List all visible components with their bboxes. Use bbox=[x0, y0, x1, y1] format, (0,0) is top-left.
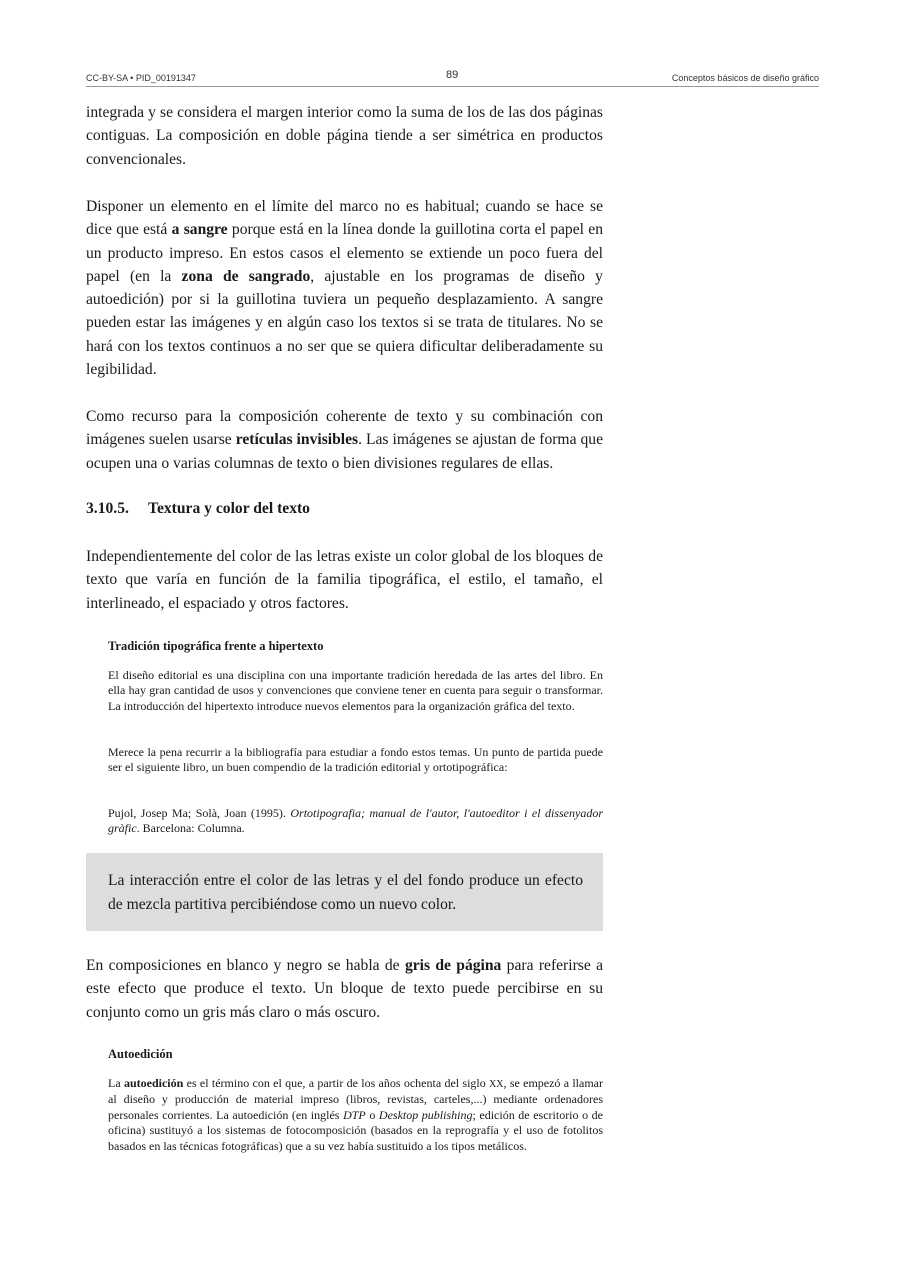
paragraph-text: integrada y se considera el margen interior como la suma de los de las dos páginas contiguas. La composición en doble página tiende a ser simétrica en productos convencionales. bbox=[86, 104, 603, 168]
bold-term: a sangre bbox=[171, 221, 228, 239]
italic-term: DTP bbox=[343, 1107, 366, 1122]
paragraph-text: Disponer un elemento en el límite del marco no es habitual; cuando se hace se dice que está bbox=[86, 198, 603, 239]
italic-term: Desktop publishing bbox=[378, 1107, 473, 1122]
note-fragment: ; edición de escritorio o de oficina) sustituyó a los sistemas de fotocomposición (basados en la reprografía y el uso de fotolitos basados en las técnicas fotográficas) que a su vez había sustituido a los tipos metálicos. bbox=[108, 1107, 604, 1153]
paragraph-text: porque está en la línea donde la guillotina corta el papel en un producto impreso. En estos casos el elemento se extiende un poco fuera del papel (en la bbox=[86, 221, 603, 285]
bold-term: gris de página bbox=[404, 957, 502, 974]
note-fragment: , se empezó a llamar al diseño y producción de material impreso (libros, revistas, carteles,...) mediante ordenadores personales corrientes. La autoedición (en inglés bbox=[108, 1076, 604, 1122]
highlight-text: La interacción entre el color de las letras y el del fondo produce un efecto de mezcla partitiva percibiéndose como un nuevo color. bbox=[108, 872, 583, 913]
document-title: Conceptos básicos de diseño gráfico bbox=[671, 73, 819, 83]
section-title: Textura y color del texto bbox=[148, 500, 310, 517]
paragraph-text: . Las imágenes se ajustan de forma que ocupen una o varias columnas de texto o bien divisiones regulares de ellas. bbox=[86, 431, 603, 472]
bold-term: zona de sangrado bbox=[181, 267, 311, 285]
running-header bbox=[86, 68, 819, 87]
paragraph-text-color bbox=[86, 545, 603, 615]
bold-term: retículas invisibles bbox=[235, 431, 359, 449]
note-text: Merece la pena recurrir a la bibliografía para estudiar a fondo estos temas. Un punto de partida puede ser el siguiente libro, un buen compendio de la tradición editorial y ortotipográfica: bbox=[108, 745, 603, 775]
century-numeral: XX bbox=[489, 1079, 504, 1090]
note-text: El diseño editorial es una disciplina con una importante tradición heredada de las artes del libro. En ella hay gran cantidad de usos y convenciones que conviene tener en cuenta para seguir o transformar. La introducción del hipertexto introduce nuevos elementos para la organización gráfica del texto. bbox=[108, 668, 603, 713]
reference-title: Ortotipografia; manual de l'autor, l'autoeditor i el dissenyador gràfic bbox=[108, 806, 603, 836]
reference-author: Pujol, Josep Ma; Solà, Joan (1995). bbox=[108, 806, 291, 820]
paragraph-text: , ajustable en los programas de diseño y autoedición) por si la guillotina tuviera un pequeño desplazamiento. A sangre pueden estar las imágenes y en algún caso los textos si se trata de titulares. No se hará con los textos continuos a no ser que se quiera dificultar deliberadamente su legibilidad. bbox=[86, 267, 603, 379]
highlight-box bbox=[86, 853, 603, 931]
note-fragment: La bbox=[108, 1076, 124, 1090]
note-text bbox=[108, 1076, 603, 1154]
paragraph-page-gray bbox=[86, 954, 603, 1024]
note-reference bbox=[108, 806, 603, 837]
note-title: Autoedición bbox=[108, 1047, 173, 1061]
paragraph-bleed bbox=[86, 195, 603, 381]
note-fragment: o bbox=[365, 1107, 379, 1122]
paragraph-text: para referirse a este efecto que produce el texto. Un bloque de texto puede percibirse en su conjunto como un gris más claro o más oscuro. bbox=[86, 957, 604, 1021]
paragraph-text: Independientemente del color de las letras existe un color global de los bloques de texto que varía en función de la familia tipográfica, el estilo, el tamaño, el interlineado, el espaciado y otros factores. bbox=[86, 548, 603, 612]
reference-publisher: . Barcelona: Columna. bbox=[136, 821, 245, 836]
paragraph-text: En composiciones en blanco y negro se habla de bbox=[86, 957, 405, 974]
paragraph-margins bbox=[86, 101, 603, 171]
bold-term: autoedición bbox=[123, 1076, 184, 1090]
page-number: 89 bbox=[446, 69, 459, 81]
license-id: CC-BY-SA • PID_00191347 bbox=[86, 73, 196, 83]
paragraph-grids bbox=[86, 405, 603, 475]
section-number: 3.10.5. bbox=[86, 500, 129, 517]
paragraph-text: Como recurso para la composición coherente de texto y su combinación con imágenes suelen usarse bbox=[86, 408, 603, 449]
section-heading bbox=[86, 500, 603, 518]
note-fragment: es el término con el que, a partir de los años ochenta del siglo bbox=[183, 1076, 490, 1090]
note-title: Tradición tipográfica frente a hipertexto bbox=[108, 639, 324, 653]
